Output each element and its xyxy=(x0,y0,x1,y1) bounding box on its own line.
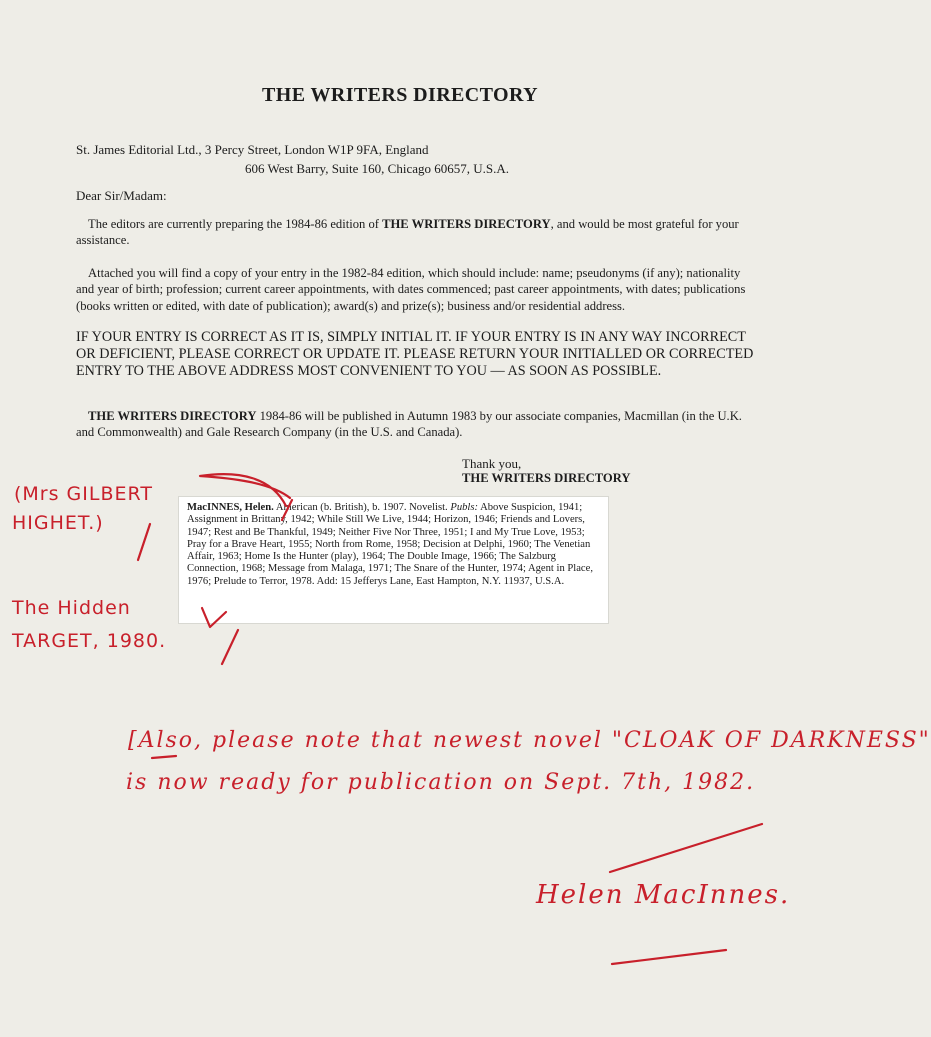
entry-publs-label: Publs: xyxy=(450,502,479,513)
paragraph-4-text: 1984-86 will be published in Autumn 1983 by our associate companies, Macmillan (in the U.K. and Commonwealth) and Gale Research Company (in the U.S. and Canada). xyxy=(76,409,742,440)
salutation: Dear Sir/Madam: xyxy=(76,188,167,203)
annotation-note-line-2: is now ready for publication on Sept. 7th, 1982. xyxy=(126,770,756,795)
paragraph-3-instructions xyxy=(76,329,758,381)
closing-signoff: THE WRITERS DIRECTORY xyxy=(462,471,631,485)
paragraph-2 xyxy=(76,265,758,314)
paragraph-2-text: Attached you will find a copy of your entry in the 1982-84 edition, which should include: name; pseudonyms (if any); nationality and year of birth; profession; current career appointments, with dates commenced; past career appointments, with dates; publications (books written or edited, with date of publication); award(s) and prize(s); business and/or residential address. xyxy=(76,266,746,313)
letter-title: THE WRITERS DIRECTORY xyxy=(262,84,538,106)
entry-summary: American (b. British), b. 1907. Novelist. xyxy=(273,502,451,513)
slash-mark-1 xyxy=(138,524,150,560)
paragraph-4-directory-name: THE WRITERS DIRECTORY xyxy=(88,409,257,423)
annotation-name-line-2: HIGHET.) xyxy=(12,512,104,534)
paragraph-4 xyxy=(76,408,758,441)
slash-mark-2 xyxy=(222,630,238,664)
paragraph-1-text-end: , and would be most grateful for your assistance. xyxy=(76,217,739,248)
paragraph-1 xyxy=(76,216,758,249)
annotation-book-year: TARGET, 1980. xyxy=(12,630,167,652)
paragraph-3-text: IF YOUR ENTRY IS CORRECT AS IT IS, SIMPLY INITIAL IT. IF YOUR ENTRY IS IN ANY WAY INCORRECT OR DEFICIENT, PLEASE CORRECT OR UPDATE IT. PLEASE RETURN YOUR INITIALLED OR CORRECTED ENTRY TO THE ABOVE ADDRESS MOST CONVENIENT TO YOU — AS SOON AS POSSIBLE. xyxy=(76,329,754,380)
paragraph-1-directory-name: THE WRITERS DIRECTORY xyxy=(382,217,551,231)
long-slash-mark xyxy=(610,824,762,872)
signature-underline xyxy=(612,950,726,964)
annotation-note-line-1: [Also, please note that newest novel "CLOAK OF DARKNESS" xyxy=(128,728,931,753)
address-line-2: 606 West Barry, Suite 160, Chicago 60657, U.S.A. xyxy=(245,161,509,176)
annotation-book-title: The Hidden xyxy=(12,597,131,619)
signature: Helen MacInnes. xyxy=(536,880,791,910)
closing-thanks: Thank you, xyxy=(462,456,522,471)
paragraph-1-text: The editors are currently preparing the 1984-86 edition of xyxy=(88,217,383,231)
entry-publications: Above Suspicion, 1941; Assignment in Brittany, 1942; While Still We Live, 1944; Horizon, 1946; Friends and Lovers, 1947; Rest and Be Thankful, 1949; Neither Five Nor Three, 1951; I and My True Love, 1953; Pray for a Brave Heart, 1955; North from Rome, 1958; Decision at Delphi, 1960; The Venetian Affair, 1963; Home Is the Hunter (play), 1964; The Double Image, 1966; The Salzburg Connection, 1968; Message from Malaga, 1971; The Snare of the Hunter, 1974; Agent in Place, 1976; Prelude to Terror, 1978. Add: 15 Jefferys Lane, East Hampton, N.Y. 11937, U.S.A. xyxy=(187,502,593,587)
annotation-name-line-1: (Mrs GILBERT xyxy=(14,483,153,505)
directory-entry-clipping xyxy=(178,496,609,624)
entry-name: MacINNES, Helen. xyxy=(187,502,274,513)
underline-also xyxy=(152,756,176,758)
address-line-1: St. James Editorial Ltd., 3 Percy Street, London W1P 9FA, England xyxy=(76,142,429,157)
